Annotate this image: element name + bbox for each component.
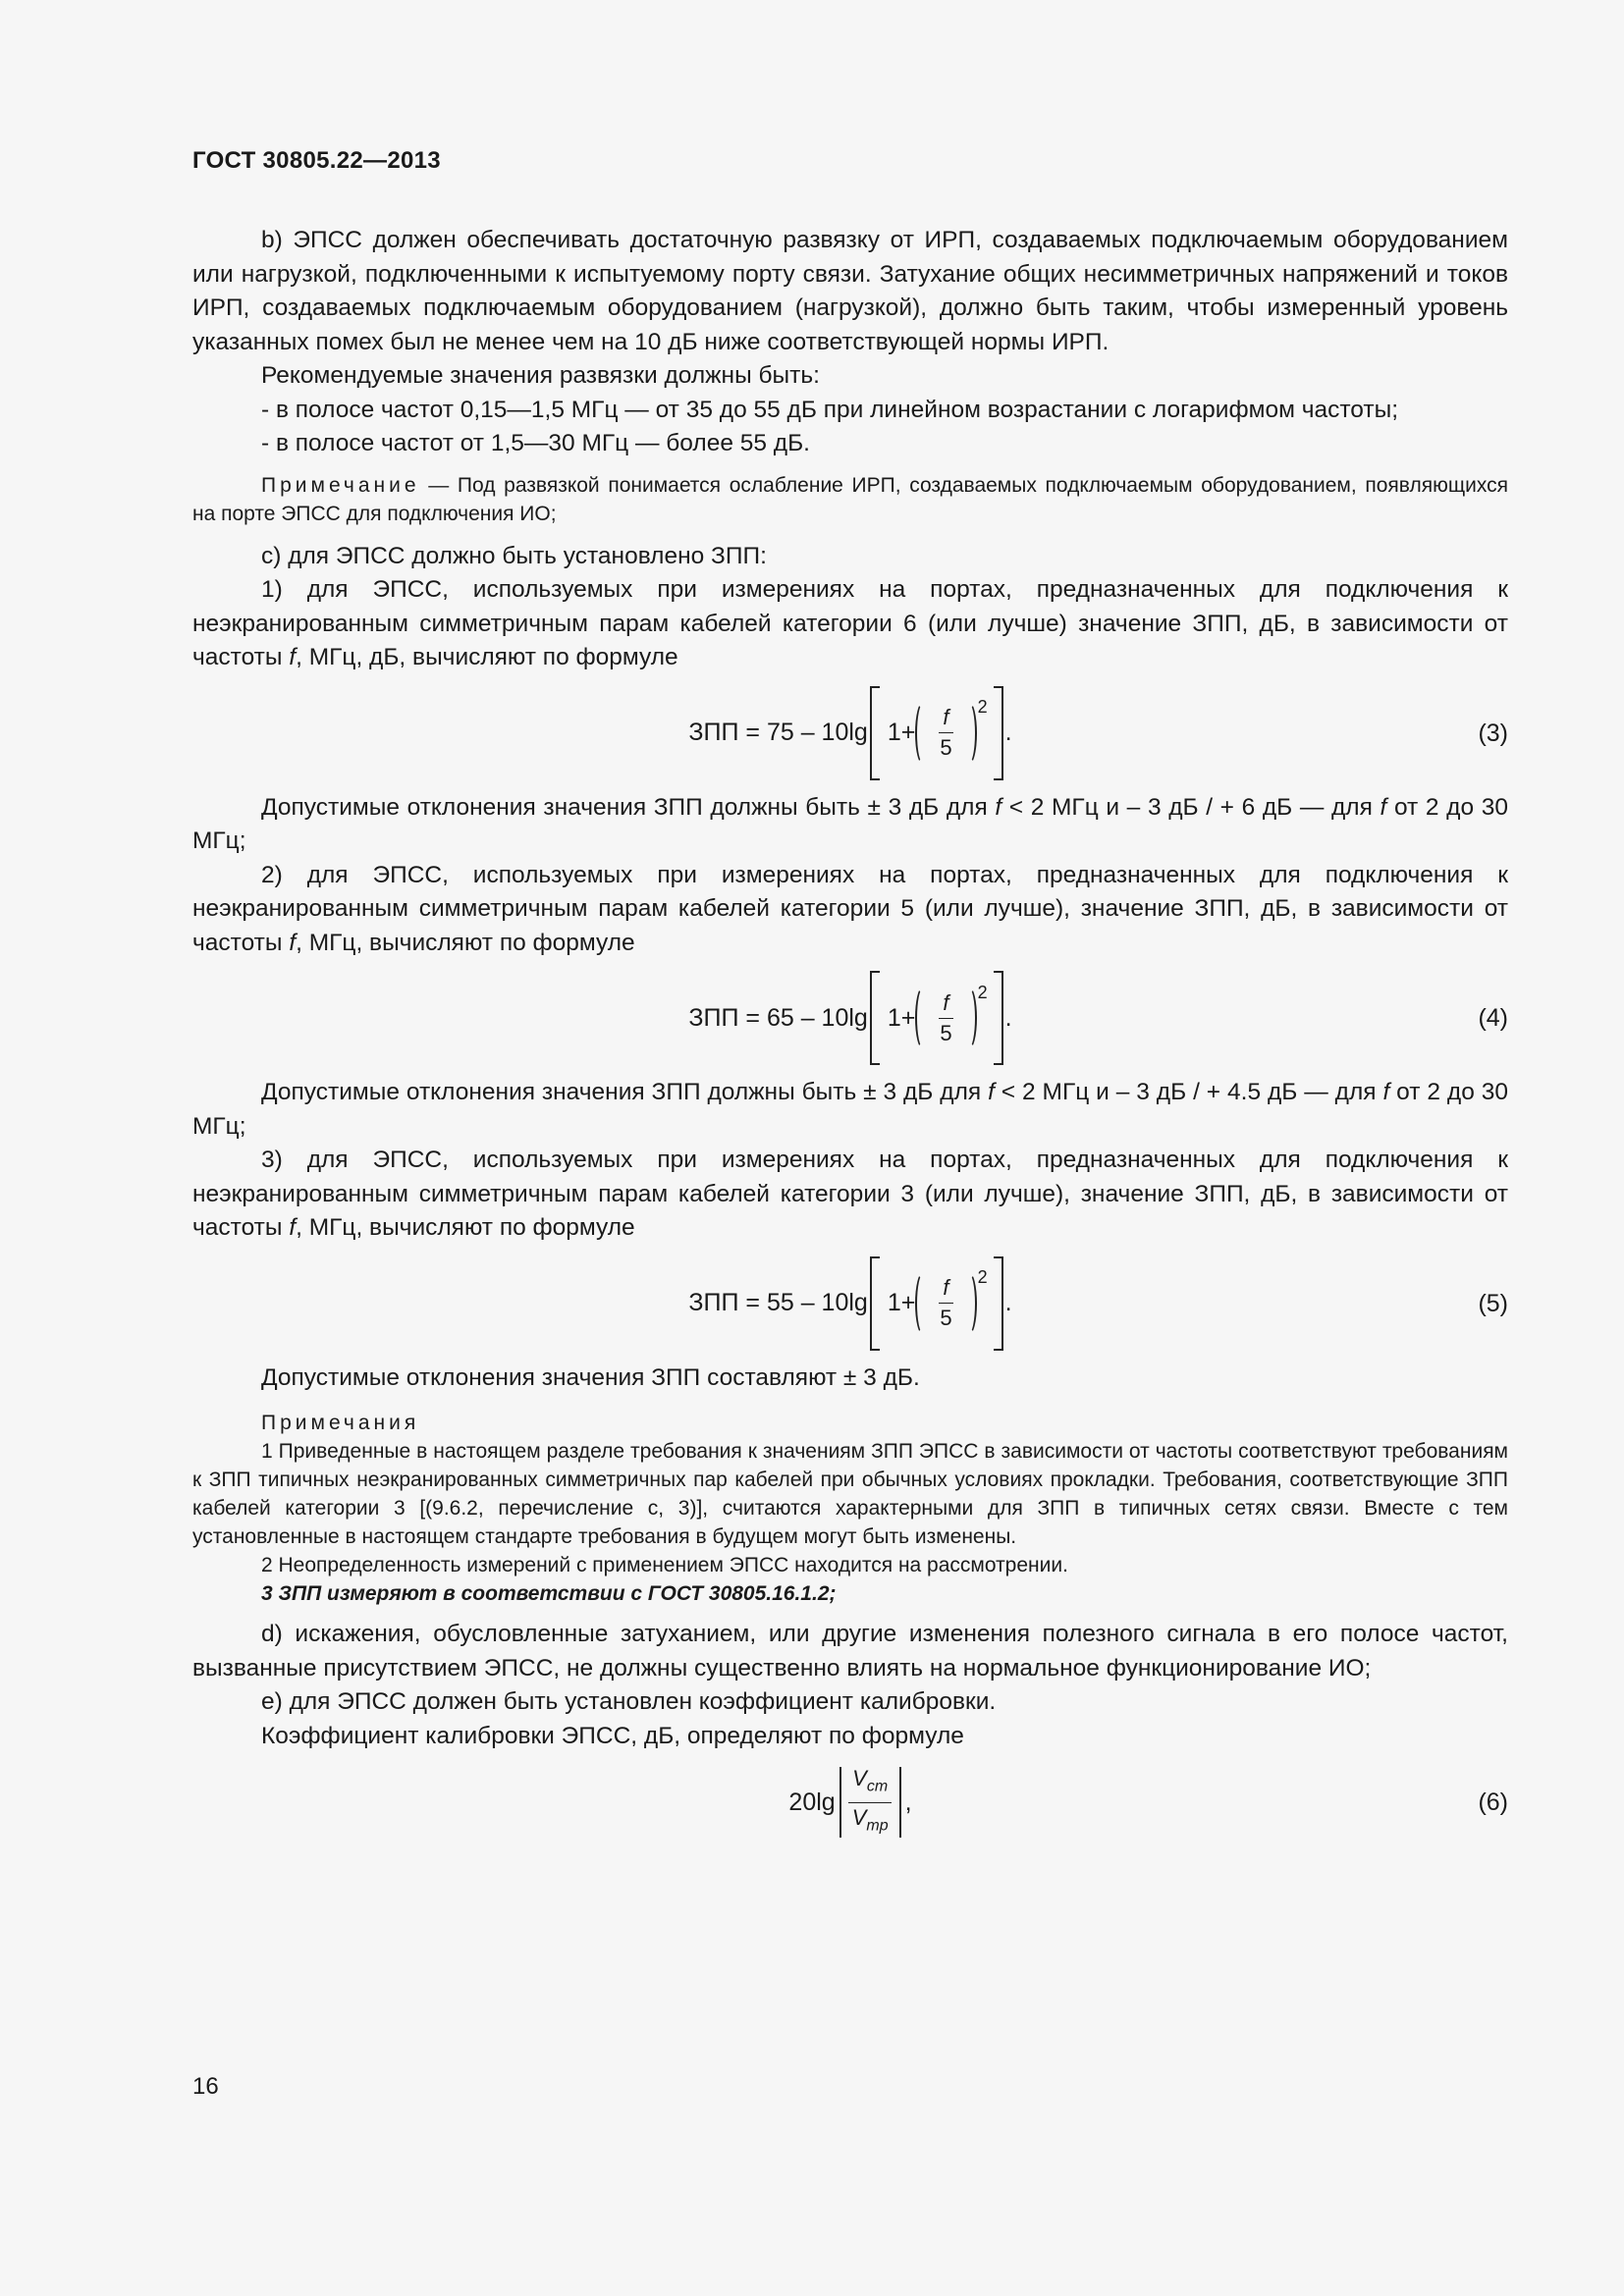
formula-6: 20lg $\frac{V_{cm}}{V_{mp}}$ , (6): [192, 1753, 1508, 1851]
paragraph-c3: 3) для ЭПСС, используемых при измерениях на портах, предназначенных для подключения к неэкранированным симметричным парам кабелей категории 3 (или лучше), значение ЗПП, дБ, в зависимости от частоты f, МГц, вычисляют по формуле: [192, 1147, 1508, 1241]
document-body: [192, 224, 1508, 1851]
note-item-1: 1 Приведенные в настоящем разделе требования к значениям ЗПП ЭПСС в зависимости от частоты соответствуют требованиям к ЗПП типичных неэкранированных симметричных пар кабелей при обычных условиях прокладки. Требования, соответствующие ЗПП кабелей категории 3 [(9.6.2, перечисление с, 3)], считаются характерными для ЗПП в типичных сетях связи. Вместе с тем установленные в настоящем стандарте требования в будущем могут быть изменены.: [192, 1440, 1508, 1548]
paragraph-c2: 2) для ЭПСС, используемых при измерениях на портах, предназначенных для подключения к неэкранированным симметричным парам кабелей категории 5 (или лучше), значение ЗПП, дБ, в зависимости от частоты f, МГц, вычисляют по формуле: [192, 861, 1508, 956]
formula-number: (6): [1478, 1788, 1508, 1816]
note-item-2: 2 Неопределенность измерений с применением ЭПСС находится на рассмотрении.: [261, 1554, 1068, 1576]
bracket-right: [994, 971, 1003, 1065]
formula-5: ЗПП = 55 – 10lg 1+ $\frac{f}{5}$ 2 . (5): [192, 1246, 1508, 1362]
notes-block: [192, 1409, 1508, 1608]
fraction: $\frac{V_{cm}}{V_{mp}}$: [848, 1766, 893, 1839]
paragraph-c3-tolerance: Допустимые отклонения значения ЗПП составляют ± 3 дБ.: [261, 1363, 920, 1391]
formula-lhs: ЗПП = 55 – 10lg: [688, 1289, 868, 1317]
note-label: Примечание: [261, 473, 420, 497]
bracket-left: [870, 1256, 880, 1351]
paragraph-b-item2: - в полосе частот от 1,5—30 МГц — более 55 дБ.: [261, 430, 810, 456]
page-number: 16: [192, 2073, 219, 2100]
abs-bar-right: [899, 1767, 901, 1838]
document-header: ГОСТ 30805.22—2013: [192, 147, 441, 174]
fraction: $\frac{f}{5}$: [940, 1275, 952, 1330]
paragraph-e: е) для ЭПСС должен быть установлен коэффициент калибровки.: [261, 1688, 997, 1715]
note-text: — Под развязкой понимается ослабление ИРП, создаваемых подключаемым оборудованием, появляющихся на порте ЭПСС для подключения ИО;: [192, 473, 1508, 525]
notes-label: Примечания: [261, 1412, 420, 1434]
paragraph-b-recommend: Рекомендуемые значения развязки должны быть:: [261, 362, 820, 389]
fraction: $\frac{f}{5}$: [940, 989, 952, 1045]
formula-number: (3): [1478, 719, 1508, 747]
bracket-left: [870, 686, 880, 780]
paragraph-e-formula-intro: Коэффициент калибровки ЭПСС, дБ, определяют по формуле: [261, 1722, 964, 1749]
paragraph-b-item1: - в полосе частот 0,15—1,5 МГц — от 35 до 55 дБ при линейном возрастании с логарифмом частоты;: [261, 396, 1399, 423]
formula-lhs: ЗПП = 65 – 10lg: [688, 1003, 868, 1032]
paragraph-c1: 1) для ЭПСС, используемых при измерениях на портах, предназначенных для подключения к неэкранированным симметричным парам кабелей категории 6 (или лучше) значение ЗПП, дБ, в зависимости от частоты f, МГц, дБ, вычисляют по формуле: [192, 576, 1508, 670]
formula-4: ЗПП = 65 – 10lg 1+ $\frac{f}{5}$ 2 . (4): [192, 960, 1508, 1076]
fraction: $\frac{f}{5}$: [940, 705, 952, 760]
paragraph-b: b) ЭПСС должен обеспечивать достаточную развязку от ИРП, создаваемых подключаемым оборудованием или нагрузкой, подключенными к испытуемому порту связи. Затухание общих несимметричных напряжений и токов ИРП, создаваемых подключаемым оборудованием (нагрузкой), должно быть таким, чтобы измеренный уровень указанных помех был не менее чем на 10 дБ ниже соответствующей нормы ИРП.: [192, 227, 1508, 355]
abs-bar-left: [839, 1767, 841, 1838]
paragraph-c: с) для ЭПСС должно быть установлено ЗПП:: [261, 542, 767, 569]
formula-number: (5): [1478, 1289, 1508, 1317]
formula-lhs: ЗПП = 75 – 10lg: [688, 719, 868, 747]
paragraph-c2-tolerance: Допустимые отклонения значения ЗПП должны быть ± 3 дБ для f < 2 МГц и – 3 дБ / + 4.5 дБ — для f от 2 до 30 МГц;: [192, 1079, 1508, 1140]
paragraph-d: d) искажения, обусловленные затуханием, или другие изменения полезного сигнала в его полосе частот, вызванные присутствием ЭПСС, не должны существенно влиять на нормальное функционирование ИО;: [192, 1621, 1508, 1682]
paragraph-c1-tolerance: Допустимые отклонения значения ЗПП должны быть ± 3 дБ для f < 2 МГц и – 3 дБ / + 6 дБ — для f от 2 до 30 МГц;: [192, 793, 1508, 854]
note-1: [192, 471, 1508, 528]
bracket-left: [870, 971, 880, 1065]
formula-lhs: 20lg: [788, 1788, 836, 1816]
bracket-right: [994, 686, 1003, 780]
formula-number: (4): [1478, 1003, 1508, 1032]
note-item-3: 3 ЗПП измеряют в соответствии с ГОСТ 30805.16.1.2;: [261, 1582, 837, 1605]
formula-3: ЗПП = 75 – 10lg 1+ $\frac{f}{5}$ 2 . (3): [192, 675, 1508, 791]
bracket-right: [994, 1256, 1003, 1351]
